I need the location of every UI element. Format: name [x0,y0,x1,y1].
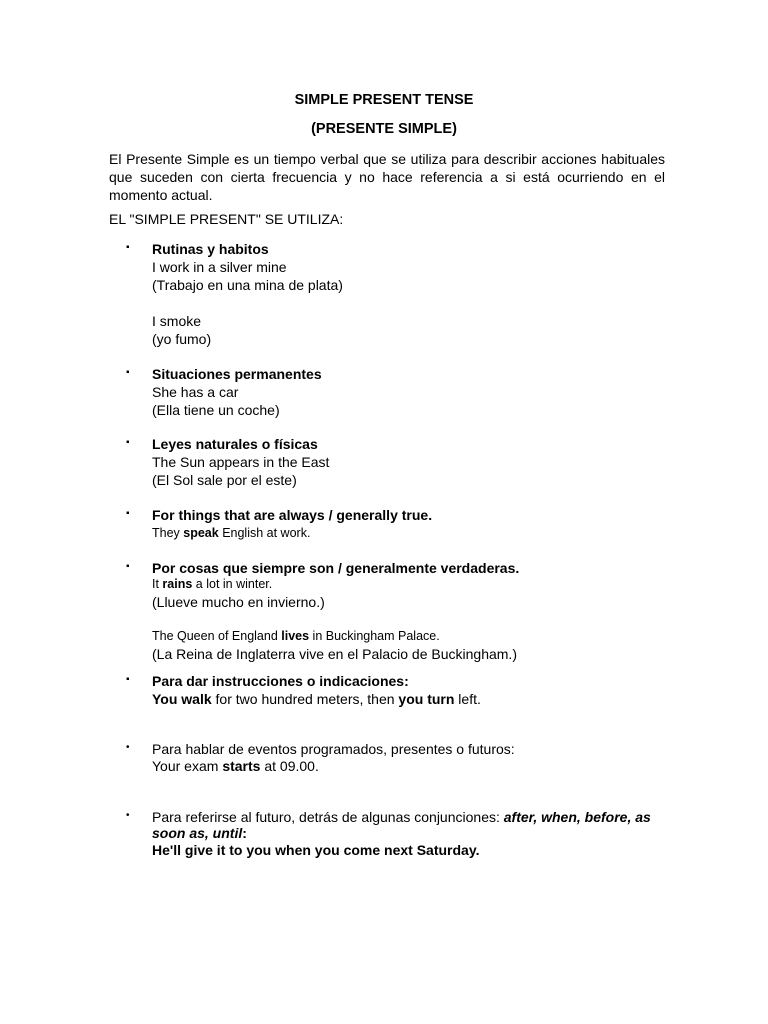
permanent-example: She has a car [152,384,239,400]
instructions-heading: Para dar instrucciones o indicaciones: [152,673,409,689]
permanent-heading: Situaciones permanentes [152,366,322,382]
routines-example-2-translation: (yo fumo) [152,331,212,347]
truths-en-example: They speak English at work. [152,526,311,540]
future-heading-continued: soon as, until: [152,825,247,841]
square-bullet: ▪ [126,508,130,519]
intro-paragraph: El Presente Simple es un tiempo verbal que se utiliza para describir acciones habituales que suceden con cierta frecuencia y no hace referencia a si está ocurriendo en el momento actual. [109,151,665,203]
truths-es-example-1: It rains a lot in winter. [152,577,273,591]
routines-example-1: I work in a silver mine [152,259,287,275]
scheduled-example: Your exam starts at 09.00. [152,758,319,774]
square-bullet: ▪ [126,242,130,253]
square-bullet: ▪ [126,367,130,378]
permanent-example-translation: (Ella tiene un coche) [152,402,280,418]
square-bullet: ▪ [126,561,130,572]
truths-es-example-1-translation: (Llueve mucho en invierno.) [152,594,325,610]
laws-heading: Leyes naturales o físicas [152,436,318,452]
square-bullet: ▪ [126,437,130,448]
routines-example-1-translation: (Trabajo en una mina de plata) [152,277,343,293]
truths-en-heading: For things that are always / generally true. [152,507,433,523]
page-subtitle: (PRESENTE SIMPLE) [311,121,457,137]
laws-example-translation: (El Sol sale por el este) [152,472,297,488]
instructions-example: You walk for two hundred meters, then you turn left. [152,691,481,707]
future-heading: Para referirse al futuro, detrás de algunas conjunciones: after, when, before, as [152,809,651,825]
laws-example: The Sun appears in the East [152,454,330,470]
small-bullet: • [126,810,130,821]
truths-es-example-2-translation: (La Reina de Inglaterra vive en el Palacio de Buckingham.) [152,646,517,662]
square-bullet: ▪ [126,674,130,685]
page-title: SIMPLE PRESENT TENSE [294,92,474,108]
routines-example-2: I smoke [152,313,202,329]
scheduled-heading: Para hablar de eventos programados, presentes o futuros: [152,741,515,757]
truths-es-heading: Por cosas que siempre son / generalmente verdaderas. [152,560,520,576]
truths-es-example-2: The Queen of England lives in Buckingham Palace. [152,629,440,643]
small-bullet: • [126,742,130,753]
uses-heading: EL "SIMPLE PRESENT" SE UTILIZA: [109,211,344,227]
future-example: He'll give it to you when you come next Saturday. [152,842,480,858]
routines-heading: Rutinas y habitos [152,241,269,257]
